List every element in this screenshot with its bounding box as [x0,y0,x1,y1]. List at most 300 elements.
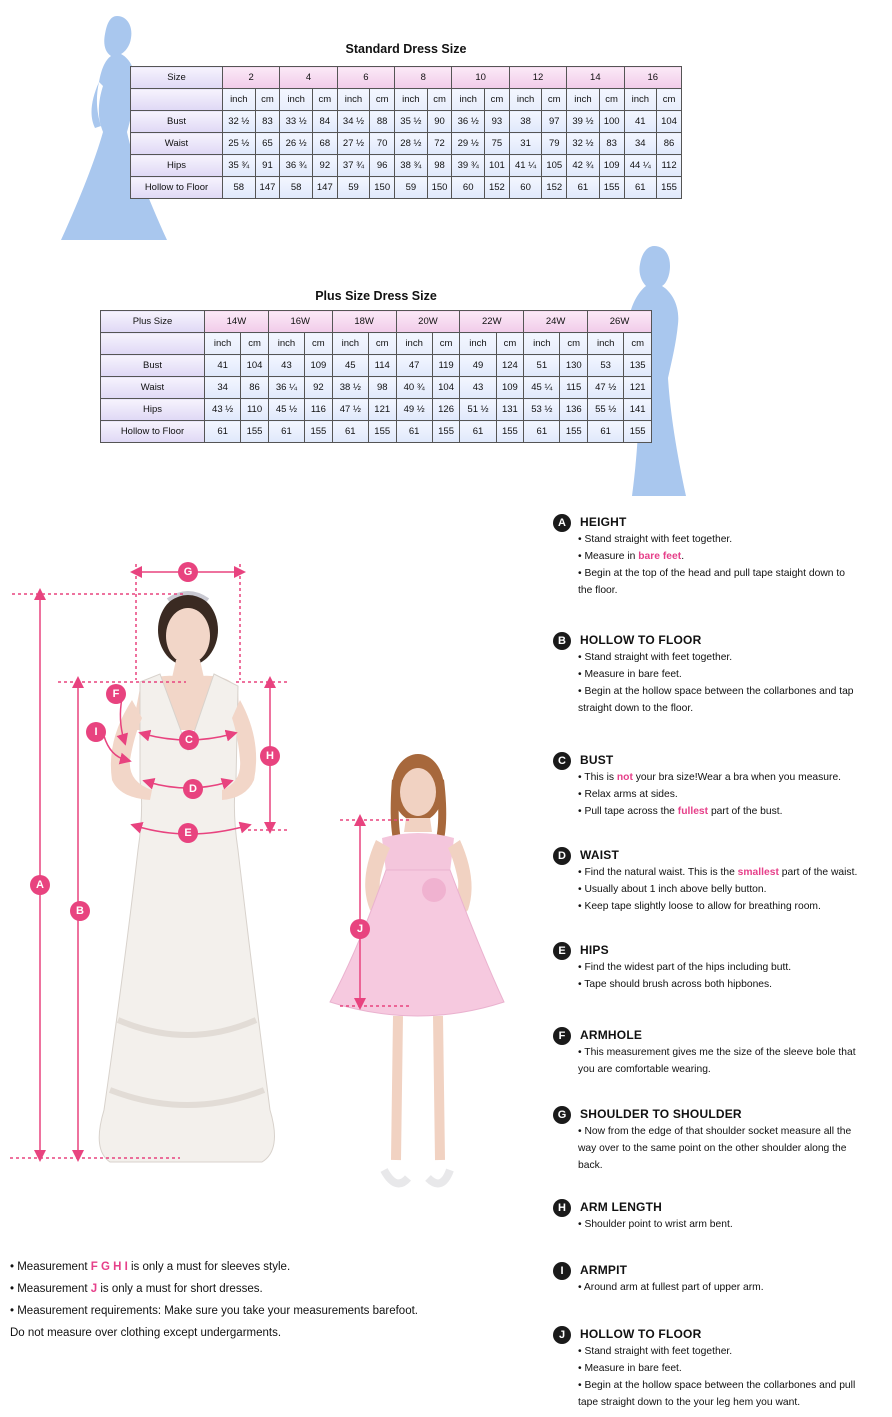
table-cell: 36 ½ [452,111,485,133]
table-cell: 92 [305,377,333,399]
table-cell: 39 ¾ [452,155,485,177]
table-cell: 49 ½ [396,399,432,421]
table-cell: 124 [496,355,524,377]
table-cell: 109 [305,355,333,377]
table-cell: 38 ½ [332,377,368,399]
size-header: 22W [460,311,524,333]
table-cell: 75 [485,133,510,155]
highlight-text: J [90,1283,98,1295]
table-cell: 45 [332,355,368,377]
standard-size-table [130,66,682,199]
table-cell: 34 [205,377,241,399]
measurement-details [578,1216,733,1233]
measurement-notes [10,1256,418,1344]
measurement-details [578,1343,855,1411]
table-cell: 91 [255,155,280,177]
table-cell: 60 [509,177,542,199]
table-cell: 61 [624,177,657,199]
table-row [131,177,682,199]
unit-header: cm [496,333,524,355]
size-header: 16W [268,311,332,333]
measurement-title: HOLLOW TO FLOOR [580,1327,702,1341]
size-header: 16 [624,67,681,89]
table-cell: 51 [524,355,560,377]
table-cell: 33 ½ [280,111,313,133]
figure-label-h: H [260,746,280,766]
table-row [101,377,652,399]
table-cell: 88 [370,111,395,133]
instruction-line [578,976,791,993]
table-cell: 45 ¼ [524,377,560,399]
measurement-details [578,1123,851,1174]
unit-header: cm [427,89,452,111]
table-cell: 70 [370,133,395,155]
text-segment: • Relax arms at sides. [578,789,678,800]
table-row [131,155,682,177]
measurement-details [578,769,841,820]
unit-header: cm [305,333,333,355]
table-cell: 83 [255,111,280,133]
table-cell: 105 [542,155,567,177]
table-cell: 53 [588,355,624,377]
table-cell: 39 ½ [567,111,600,133]
instruction-line [578,548,845,565]
figure-label-d: D [183,779,203,799]
text-segment: back. [578,1160,603,1171]
unit-header: cm [432,333,460,355]
instruction-line [10,1322,418,1344]
size-header: 4 [280,67,337,89]
table-cell: 152 [485,177,510,199]
table-cell: 155 [368,421,396,443]
plus-table-title: Plus Size Dress Size [315,289,437,303]
table-cell: 55 ½ [588,399,624,421]
table-cell: 86 [657,133,682,155]
instruction-line [578,1360,855,1377]
instruction-line [10,1256,418,1278]
table-cell: 126 [432,399,460,421]
highlight-text: not [616,772,633,783]
table-cell: 38 [509,111,542,133]
table-cell: 109 [599,155,624,177]
girl-figure-illustration [300,740,520,1210]
table-cell: 61 [332,421,368,443]
measurement-details [578,864,857,915]
instruction-line [578,565,845,582]
unit-header: inch [223,89,256,111]
text-segment: . [681,551,685,562]
instruction-line [578,1377,855,1394]
size-header: 2 [223,67,280,89]
unit-header: cm [485,89,510,111]
table-cell: 47 ½ [588,377,624,399]
text-segment: • Measure in bare feet. [578,669,682,680]
table-cell: 61 [268,421,304,443]
text-segment: • Measurement [10,1261,91,1273]
table-cell: 90 [427,111,452,133]
text-segment: your bra size!Wear a bra when you measure. [632,772,842,783]
table-cell: 38 ¾ [395,155,428,177]
figure-label-j: J [350,919,370,939]
table-cell: 155 [432,421,460,443]
unit-header: inch [524,333,560,355]
table-cell: 84 [312,111,337,133]
table-cell: 83 [599,133,624,155]
table-cell: 110 [241,399,269,421]
instruction-line [578,881,857,898]
text-segment: • Now from the edge of that shoulder socket measure all the [578,1126,852,1137]
table-cell: 72 [427,133,452,155]
measurement-details [578,649,854,717]
table-row [101,421,652,443]
table-cell: 47 [396,355,432,377]
unit-header: inch [588,333,624,355]
instruction-line [578,1157,851,1174]
table-cell: 79 [542,133,567,155]
text-segment: • Find the widest part of the hips including butt. [578,962,792,973]
measurement-details [578,959,791,993]
instruction-line [578,1216,733,1233]
unit-header: cm [255,89,280,111]
instruction-line [578,959,791,976]
table-cell: 42 ¾ [567,155,600,177]
letter-badge-g: G [553,1106,571,1124]
table-cell: 36 ¾ [280,155,313,177]
highlight-text: F G H I [90,1261,128,1273]
text-segment: part of the waist. [778,867,858,878]
table-cell: 97 [542,111,567,133]
table-cell: 109 [496,377,524,399]
instruction-line [578,864,857,881]
text-segment: is only a must for short dresses. [97,1283,263,1295]
size-header: 26W [588,311,652,333]
table-cell: 121 [368,399,396,421]
text-segment: • Stand straight with feet together. [578,1346,733,1357]
table-cell: 40 ¾ [396,377,432,399]
table-cell: 130 [560,355,588,377]
table-cell: 43 [268,355,304,377]
size-header: 12 [509,67,566,89]
table-cell: 96 [370,155,395,177]
unit-header: cm [241,333,269,355]
table-cell: 51 ½ [460,399,496,421]
plus-size-table [100,310,652,443]
table-cell: 35 ¾ [223,155,256,177]
table-cell: 31 [509,133,542,155]
table-cell: 58 [223,177,256,199]
figure-label-e: E [178,823,198,843]
table-cell: 147 [312,177,337,199]
text-segment: you are comfortable wearing. [578,1064,711,1075]
unit-header: cm [624,333,652,355]
size-header: 20W [396,311,460,333]
unit-header: inch [567,89,600,111]
text-segment: • This measurement gives me the size of the sleeve bole that [578,1047,856,1058]
size-header: 10 [452,67,509,89]
instruction-line [578,786,841,803]
text-segment: • Pull tape across the [578,806,678,817]
instruction-line [578,582,845,599]
measurement-title: HOLLOW TO FLOOR [580,633,702,647]
table-cell: 86 [241,377,269,399]
table-cell: 115 [560,377,588,399]
measurement-title: BUST [580,753,614,767]
table-row [101,399,652,421]
table-cell: 37 ¾ [337,155,370,177]
table-corner-label: Plus Size [101,311,205,333]
table-cell: 104 [432,377,460,399]
text-segment: • Shoulder point to wrist arm bent. [578,1219,733,1230]
table-cell: 61 [524,421,560,443]
unit-header: cm [368,333,396,355]
instruction-line [578,649,854,666]
table-cell: 34 [624,133,657,155]
row-label: Hips [101,399,205,421]
highlight-text: fullest [677,806,709,817]
unit-header: inch [332,333,368,355]
instruction-line [578,1044,856,1061]
row-label: Bust [131,111,223,133]
instruction-line [10,1278,418,1300]
text-segment: • Measure in bare feet. [578,1363,682,1374]
table-cell: 155 [305,421,333,443]
instruction-line [578,1279,764,1296]
table-cell: 60 [452,177,485,199]
unit-header: inch [395,89,428,111]
instruction-line [578,1140,851,1157]
table-cell: 104 [657,111,682,133]
figure-label-g: G [178,562,198,582]
instruction-line [578,683,854,700]
unit-header: cm [370,89,395,111]
table-blank-cell [131,89,223,111]
table-cell: 41 ¼ [509,155,542,177]
letter-badge-d: D [553,847,571,865]
measurement-title: HIPS [580,943,609,957]
table-cell: 58 [280,177,313,199]
text-segment: • This is [578,772,617,783]
table-cell: 45 ½ [268,399,304,421]
letter-badge-f: F [553,1027,571,1045]
table-cell: 61 [205,421,241,443]
table-cell: 61 [460,421,496,443]
instruction-line [578,531,845,548]
table-row [101,355,652,377]
table-cell: 41 [205,355,241,377]
text-segment: Do not measure over clothing except undergarments. [10,1327,282,1339]
table-cell: 43 [460,377,496,399]
measurement-title: SHOULDER TO SHOULDER [580,1107,742,1121]
letter-badge-e: E [553,942,571,960]
text-segment: part of the bust. [708,806,783,817]
unit-header: cm [657,89,682,111]
table-cell: 150 [427,177,452,199]
figure-label-b: B [70,901,90,921]
table-cell: 101 [485,155,510,177]
letter-badge-j: J [553,1326,571,1344]
measurement-details [578,1044,856,1078]
highlight-text: smallest [737,867,779,878]
letter-badge-h: H [553,1199,571,1217]
unit-header: inch [452,89,485,111]
text-segment: • Begin at the top of the head and pull tape staight down to [578,568,845,579]
table-cell: 136 [560,399,588,421]
unit-header: inch [205,333,241,355]
measurement-details [578,531,845,599]
table-cell: 155 [241,421,269,443]
row-label: Hollow to Floor [101,421,205,443]
table-cell: 119 [432,355,460,377]
table-cell: 152 [542,177,567,199]
table-cell: 34 ½ [337,111,370,133]
figure-label-a: A [30,875,50,895]
unit-header: cm [312,89,337,111]
text-segment: • Find the natural waist. This is the [578,867,738,878]
unit-header: inch [268,333,304,355]
table-cell: 25 ½ [223,133,256,155]
instruction-line [578,1061,856,1078]
unit-header: inch [337,89,370,111]
standard-table-title: Standard Dress Size [345,42,467,56]
table-cell: 59 [395,177,428,199]
table-cell: 36 ¼ [268,377,304,399]
text-segment: • Keep tape slightly loose to allow for breathing room. [578,901,821,912]
row-label: Bust [101,355,205,377]
row-label: Waist [101,377,205,399]
instruction-line [578,666,854,683]
text-segment: • Measurement [10,1283,91,1295]
measurement-title: ARMPIT [580,1263,628,1277]
letter-badge-b: B [553,632,571,650]
table-cell: 114 [368,355,396,377]
table-cell: 98 [427,155,452,177]
bride-figure-illustration [0,550,310,1170]
table-cell: 61 [396,421,432,443]
table-cell: 47 ½ [332,399,368,421]
text-segment: • Stand straight with feet together. [578,652,733,663]
table-cell: 28 ½ [395,133,428,155]
highlight-text: bare feet [638,551,682,562]
table-cell: 92 [312,155,337,177]
table-cell: 141 [624,399,652,421]
row-label: Waist [131,133,223,155]
table-cell: 116 [305,399,333,421]
unit-header: inch [396,333,432,355]
table-cell: 155 [599,177,624,199]
text-segment: way over to the same point on the other shoulder along the [578,1143,847,1154]
text-segment: • Begin at the hollow space between the collarbones and tap [578,686,854,697]
text-segment: the floor. [578,585,618,596]
table-cell: 147 [255,177,280,199]
size-header: 6 [337,67,394,89]
size-header: 8 [395,67,452,89]
table-cell: 32 ½ [567,133,600,155]
letter-badge-c: C [553,752,571,770]
text-segment: straight down to the floor. [578,703,694,714]
table-cell: 98 [368,377,396,399]
unit-header: inch [624,89,657,111]
measurement-details [578,1279,764,1296]
measurement-title: ARMHOLE [580,1028,643,1042]
table-cell: 26 ½ [280,133,313,155]
size-header: 18W [332,311,396,333]
table-cell: 155 [496,421,524,443]
row-label: Hollow to Floor [131,177,223,199]
size-header: 14W [205,311,269,333]
text-segment: • Begin at the hollow space between the collarbones and pull [578,1380,856,1391]
table-cell: 150 [370,177,395,199]
instruction-line [10,1300,418,1322]
size-header: 14 [567,67,624,89]
table-cell: 155 [657,177,682,199]
instruction-line [578,769,841,786]
table-cell: 65 [255,133,280,155]
table-cell: 53 ½ [524,399,560,421]
table-cell: 61 [567,177,600,199]
figure-label-i: I [86,722,106,742]
letter-badge-a: A [553,514,571,532]
table-cell: 135 [624,355,652,377]
unit-header: inch [509,89,542,111]
row-label: Hips [131,155,223,177]
table-cell: 121 [624,377,652,399]
table-cell: 112 [657,155,682,177]
instruction-line [578,1343,855,1360]
letter-badge-i: I [553,1262,571,1280]
table-cell: 29 ½ [452,133,485,155]
instruction-line [578,700,854,717]
table-cell: 131 [496,399,524,421]
figure-label-f: F [106,684,126,704]
table-cell: 104 [241,355,269,377]
table-cell: 44 ¼ [624,155,657,177]
instruction-line [578,898,857,915]
table-cell: 41 [624,111,657,133]
unit-header: inch [460,333,496,355]
table-row [131,133,682,155]
unit-header: cm [560,333,588,355]
text-segment: • Usually about 1 inch above belly button. [578,884,767,895]
text-segment: tape straight down to the your leg hem you want. [578,1397,801,1408]
table-blank-cell [101,333,205,355]
text-segment: • Tape should brush across both hipbones. [578,979,773,990]
table-cell: 93 [485,111,510,133]
instruction-line [578,1394,855,1411]
unit-header: cm [542,89,567,111]
unit-header: cm [599,89,624,111]
figure-label-c: C [179,730,199,750]
text-segment: • Stand straight with feet together. [578,534,733,545]
text-segment: • Measurement requirements: Make sure you take your measurements barefoot. [10,1305,418,1317]
text-segment: • Around arm at fullest part of upper arm. [578,1282,764,1293]
table-cell: 43 ½ [205,399,241,421]
size-header: 24W [524,311,588,333]
table-cell: 100 [599,111,624,133]
text-segment: • Measure in [578,551,639,562]
table-cell: 155 [560,421,588,443]
measurement-title: WAIST [580,848,619,862]
table-row [131,111,682,133]
instruction-line [578,803,841,820]
table-cell: 27 ½ [337,133,370,155]
table-cell: 59 [337,177,370,199]
measurement-title: ARM LENGTH [580,1200,662,1214]
text-segment: is only a must for sleeves style. [127,1261,291,1273]
measurement-title: HEIGHT [580,515,627,529]
table-cell: 49 [460,355,496,377]
unit-header: inch [280,89,313,111]
table-cell: 61 [588,421,624,443]
